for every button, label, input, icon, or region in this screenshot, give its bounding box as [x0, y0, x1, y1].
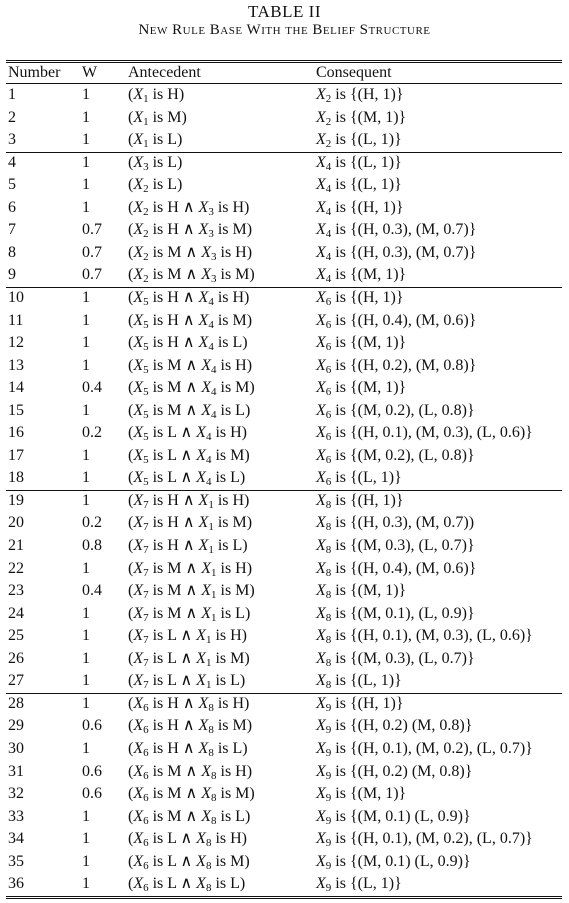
rule-consequent: $X_8$ is {(M, 1)} [316, 582, 407, 602]
rule-antecedent: ($X_2$ is M ∧ $X_3$ is H) [128, 243, 253, 263]
table-title: TABLE II [248, 2, 321, 21]
table-row [6, 715, 562, 737]
table-row [6, 84, 562, 106]
table-row [6, 219, 562, 241]
table-row [6, 310, 562, 332]
rule-consequent: $X_8$ is {(M, 0.1), (L, 0.9)} [316, 604, 475, 624]
table-row [6, 445, 562, 467]
rule-weight: 1 [82, 176, 90, 194]
rule-consequent: $X_2$ is {(M, 1)} [316, 108, 407, 128]
rule-consequent: $X_9$ is {(H, 0.1), (M, 0.2), (L, 0.7)} [316, 739, 533, 759]
table-row [6, 512, 562, 534]
rule-antecedent: ($X_5$ is M ∧ $X_4$ is M) [128, 379, 255, 399]
rule-number: 32 [8, 785, 24, 803]
rule-weight: 1 [82, 198, 90, 216]
rule-antecedent: ($X_2$ is H ∧ $X_3$ is M) [128, 221, 253, 241]
rule-antecedent: ($X_1$ is L) [128, 131, 183, 151]
rule-consequent: $X_4$ is {(H, 1)} [316, 198, 404, 218]
rule-antecedent: ($X_2$ is H ∧ $X_3$ is H) [128, 198, 250, 218]
rule-antecedent: ($X_5$ is L ∧ $X_4$ is L) [128, 469, 246, 489]
rule-consequent: $X_8$ is {(H, 0.4), (M, 0.6)} [316, 559, 477, 579]
rule-number: 5 [8, 176, 16, 194]
rule-weight: 1 [82, 86, 90, 103]
rule-weight: 0.4 [82, 582, 102, 600]
table-row [6, 828, 562, 850]
table-row [6, 873, 562, 895]
table-row [6, 580, 562, 602]
rule-weight: 1 [82, 875, 90, 893]
rule-number: 22 [8, 559, 24, 577]
table-row [6, 851, 562, 873]
rule-number: 27 [8, 672, 24, 690]
table-row [6, 422, 562, 444]
rule-consequent: $X_4$ is {(M, 1)} [316, 266, 407, 286]
rule-weight: 1 [82, 491, 90, 509]
table-row [6, 603, 562, 625]
table-row [6, 648, 562, 670]
rule-number: 12 [8, 334, 24, 352]
rule-weight: 0.6 [82, 717, 102, 735]
rule-weight: 1 [82, 401, 90, 419]
header-w: W [82, 64, 98, 81]
rule-number: 8 [8, 243, 16, 261]
table-row [6, 355, 562, 377]
rule-consequent: $X_4$ is {(H, 0.3), (M, 0.7)} [316, 243, 477, 263]
rule-antecedent: ($X_7$ is H ∧ $X_1$ is L) [128, 537, 248, 556]
rule-number: 29 [8, 717, 24, 735]
rule-number: 21 [8, 537, 24, 554]
rule-number: 25 [8, 627, 24, 645]
rule-number: 11 [8, 311, 24, 329]
rule-antecedent: ($X_7$ is L ∧ $X_1$ is H) [128, 627, 248, 647]
rule-number: 13 [8, 356, 24, 374]
rule-weight: 1 [82, 288, 90, 306]
rule-number: 17 [8, 446, 24, 464]
top-rule-line-1 [6, 60, 562, 61]
rule-number: 28 [8, 694, 24, 712]
table-row [6, 264, 562, 286]
rule-weight: 1 [82, 672, 90, 690]
rule-consequent: $X_9$ is {(L, 1)} [316, 875, 402, 895]
rule-number: 1 [8, 86, 16, 103]
rule-weight: 1 [82, 469, 90, 487]
rule-consequent: $X_6$ is {(H, 0.4), (M, 0.6)} [316, 311, 477, 331]
rule-consequent: $X_8$ is {(L, 1)} [316, 672, 402, 692]
table-row [6, 174, 562, 196]
rule-weight: 0.4 [82, 379, 102, 397]
rule-antecedent: ($X_7$ is H ∧ $X_1$ is H) [128, 491, 250, 511]
rule-weight: 1 [82, 356, 90, 374]
rule-number: 4 [8, 153, 16, 171]
rule-weight: 1 [82, 446, 90, 464]
rule-consequent: $X_9$ is {(M, 0.1) (L, 0.9)} [316, 807, 471, 827]
rule-consequent: $X_8$ is {(H, 0.1), (M, 0.3), (L, 0.6)} [316, 627, 533, 647]
rule-consequent: $X_6$ is {(M, 1)} [316, 334, 407, 354]
rule-weight: 1 [82, 830, 90, 848]
rule-antecedent: ($X_6$ is M ∧ $X_8$ is H) [128, 762, 253, 782]
rule-antecedent: ($X_5$ is H ∧ $X_4$ is M) [128, 311, 253, 331]
rule-consequent: $X_9$ is {(H, 1)} [316, 694, 404, 714]
rule-number: 33 [8, 807, 24, 825]
rule-antecedent: ($X_6$ is L ∧ $X_8$ is L) [128, 875, 246, 895]
table-row [6, 467, 562, 489]
rule-antecedent: ($X_7$ is M ∧ $X_1$ is H) [128, 559, 253, 579]
rule-antecedent: ($X_5$ is M ∧ $X_4$ is H) [128, 356, 253, 376]
rule-number: 15 [8, 401, 24, 419]
rule-consequent: $X_2$ is {(H, 1)} [316, 86, 404, 105]
table-row [6, 377, 562, 399]
rule-consequent: $X_6$ is {(H, 0.1), (M, 0.3), (L, 0.6)} [316, 424, 533, 444]
rule-antecedent: ($X_6$ is M ∧ $X_8$ is L) [128, 807, 251, 827]
table-row [6, 332, 562, 354]
rule-number: 10 [8, 288, 24, 306]
rule-antecedent: ($X_6$ is M ∧ $X_8$ is M) [128, 785, 255, 805]
rule-consequent: $X_6$ is {(M, 1)} [316, 379, 407, 399]
rule-consequent: $X_9$ is {(H, 0.1), (M, 0.2), (L, 0.7)} [316, 830, 533, 850]
rule-number: 7 [8, 221, 16, 239]
rule-number: 14 [8, 379, 24, 397]
table-row [6, 558, 562, 580]
rule-number: 36 [8, 875, 24, 893]
rule-number: 19 [8, 491, 24, 509]
rule-consequent: $X_6$ is {(H, 0.2), (M, 0.8)} [316, 356, 477, 376]
header-consequent: Consequent [316, 64, 392, 81]
rule-weight: 0.6 [82, 785, 102, 803]
header-row [6, 62, 562, 84]
rule-number: 31 [8, 762, 24, 780]
rule-antecedent: ($X_5$ is L ∧ $X_4$ is H) [128, 424, 248, 444]
table-row [6, 287, 562, 309]
rule-number: 9 [8, 266, 16, 284]
rule-consequent: $X_6$ is {(H, 1)} [316, 288, 404, 308]
rule-weight: 0.7 [82, 243, 102, 261]
rule-consequent: $X_6$ is {(M, 0.2), (L, 0.8)} [316, 401, 475, 421]
table-row [6, 761, 562, 783]
rule-weight: 1 [82, 311, 90, 329]
table-row [6, 107, 562, 129]
rule-number: 3 [8, 131, 16, 149]
rule-antecedent: ($X_6$ is H ∧ $X_8$ is L) [128, 739, 248, 759]
rule-weight: 1 [82, 807, 90, 825]
rule-number: 16 [8, 424, 24, 442]
table-row [6, 670, 562, 692]
rule-antecedent: ($X_7$ is M ∧ $X_1$ is L) [128, 604, 251, 624]
table-row [6, 535, 562, 557]
rule-weight: 1 [82, 131, 90, 149]
table-row [6, 783, 562, 805]
table-row [6, 400, 562, 422]
rule-antecedent: ($X_7$ is H ∧ $X_1$ is M) [128, 514, 253, 534]
rule-consequent: $X_6$ is {(M, 0.2), (L, 0.8)} [316, 446, 475, 466]
table-row [6, 625, 562, 647]
rule-number: 30 [8, 739, 24, 757]
rule-antecedent: ($X_6$ is H ∧ $X_8$ is H) [128, 694, 250, 714]
rule-number: 20 [8, 514, 24, 532]
rule-antecedent: ($X_6$ is L ∧ $X_8$ is M) [128, 852, 250, 872]
rule-consequent: $X_4$ is {(L, 1)} [316, 176, 402, 196]
rule-antecedent: ($X_5$ is H ∧ $X_4$ is L) [128, 334, 248, 354]
rule-number: 24 [8, 604, 24, 622]
header-number: Number [8, 64, 61, 81]
rule-consequent: $X_8$ is {(H, 1)} [316, 491, 404, 511]
rule-weight: 1 [82, 604, 90, 622]
rule-number: 35 [8, 852, 24, 870]
rule-antecedent: ($X_7$ is L ∧ $X_1$ is L) [128, 672, 246, 692]
table-row [6, 129, 562, 151]
rule-number: 34 [8, 830, 24, 848]
table-subtitle: New Rule Base With the Belief Structure [138, 22, 431, 38]
rule-consequent: $X_8$ is {(M, 0.3), (L, 0.7)} [316, 649, 475, 669]
table-row [6, 806, 562, 828]
rule-number: 18 [8, 469, 24, 487]
table-row [6, 693, 562, 715]
rule-antecedent: ($X_7$ is L ∧ $X_1$ is M) [128, 649, 250, 669]
rule-weight: 1 [82, 559, 90, 577]
rule-consequent: $X_9$ is {(H, 0.2) (M, 0.8)} [316, 717, 473, 737]
rule-consequent: $X_9$ is {(M, 0.1) (L, 0.9)} [316, 852, 471, 872]
rule-weight: 0.8 [82, 537, 102, 554]
rule-weight: 1 [82, 108, 90, 126]
bottom-rule-line-1 [6, 896, 562, 897]
rule-consequent: $X_9$ is {(H, 0.2) (M, 0.8)} [316, 762, 473, 782]
rule-weight: 1 [82, 694, 90, 712]
rule-consequent: $X_6$ is {(L, 1)} [316, 469, 402, 489]
rule-antecedent: ($X_5$ is L ∧ $X_4$ is M) [128, 446, 250, 466]
table-row [6, 197, 562, 219]
rule-weight: 0.2 [82, 514, 102, 532]
rule-weight: 1 [82, 334, 90, 352]
rule-antecedent: ($X_6$ is L ∧ $X_8$ is H) [128, 830, 248, 850]
rule-weight: 0.6 [82, 762, 102, 780]
rule-antecedent: ($X_1$ is M) [128, 108, 187, 128]
rule-antecedent: ($X_5$ is H ∧ $X_4$ is H) [128, 288, 250, 308]
table-row [6, 490, 562, 512]
rule-antecedent: ($X_6$ is H ∧ $X_8$ is M) [128, 717, 253, 737]
rule-weight: 1 [82, 153, 90, 171]
rule-consequent: $X_2$ is {(L, 1)} [316, 131, 402, 151]
table-row [6, 242, 562, 264]
header-antecedent: Antecedent [128, 64, 201, 81]
rule-consequent: $X_4$ is {(L, 1)} [316, 153, 402, 173]
table-row [6, 738, 562, 760]
table-row [6, 152, 562, 174]
rule-antecedent: ($X_5$ is M ∧ $X_4$ is L) [128, 401, 251, 421]
rule-number: 26 [8, 649, 24, 667]
rule-number: 2 [8, 108, 16, 126]
rule-weight: 1 [82, 852, 90, 870]
rule-weight: 0.7 [82, 221, 102, 239]
rule-weight: 1 [82, 739, 90, 757]
rule-antecedent: ($X_2$ is L) [128, 176, 183, 196]
rule-number: 23 [8, 582, 24, 600]
rule-number: 6 [8, 198, 16, 216]
rule-weight: 1 [82, 627, 90, 645]
bottom-rule-line-2 [6, 898, 562, 899]
rule-weight: 0.7 [82, 266, 102, 284]
rule-antecedent: ($X_1$ is H) [128, 86, 185, 105]
rule-antecedent: ($X_7$ is M ∧ $X_1$ is M) [128, 582, 255, 602]
rule-consequent: $X_8$ is {(H, 0.3), (M, 0.7)) [316, 514, 475, 534]
rule-consequent: $X_8$ is {(M, 0.3), (L, 0.7)} [316, 537, 475, 556]
rule-weight: 0.2 [82, 424, 102, 442]
rule-antecedent: ($X_3$ is L) [128, 153, 183, 173]
rule-consequent: $X_4$ is {(H, 0.3), (M, 0.7)} [316, 221, 477, 241]
rule-weight: 1 [82, 649, 90, 667]
rule-antecedent: ($X_2$ is M ∧ $X_3$ is M) [128, 266, 255, 286]
rule-consequent: $X_9$ is {(M, 1)} [316, 785, 407, 805]
